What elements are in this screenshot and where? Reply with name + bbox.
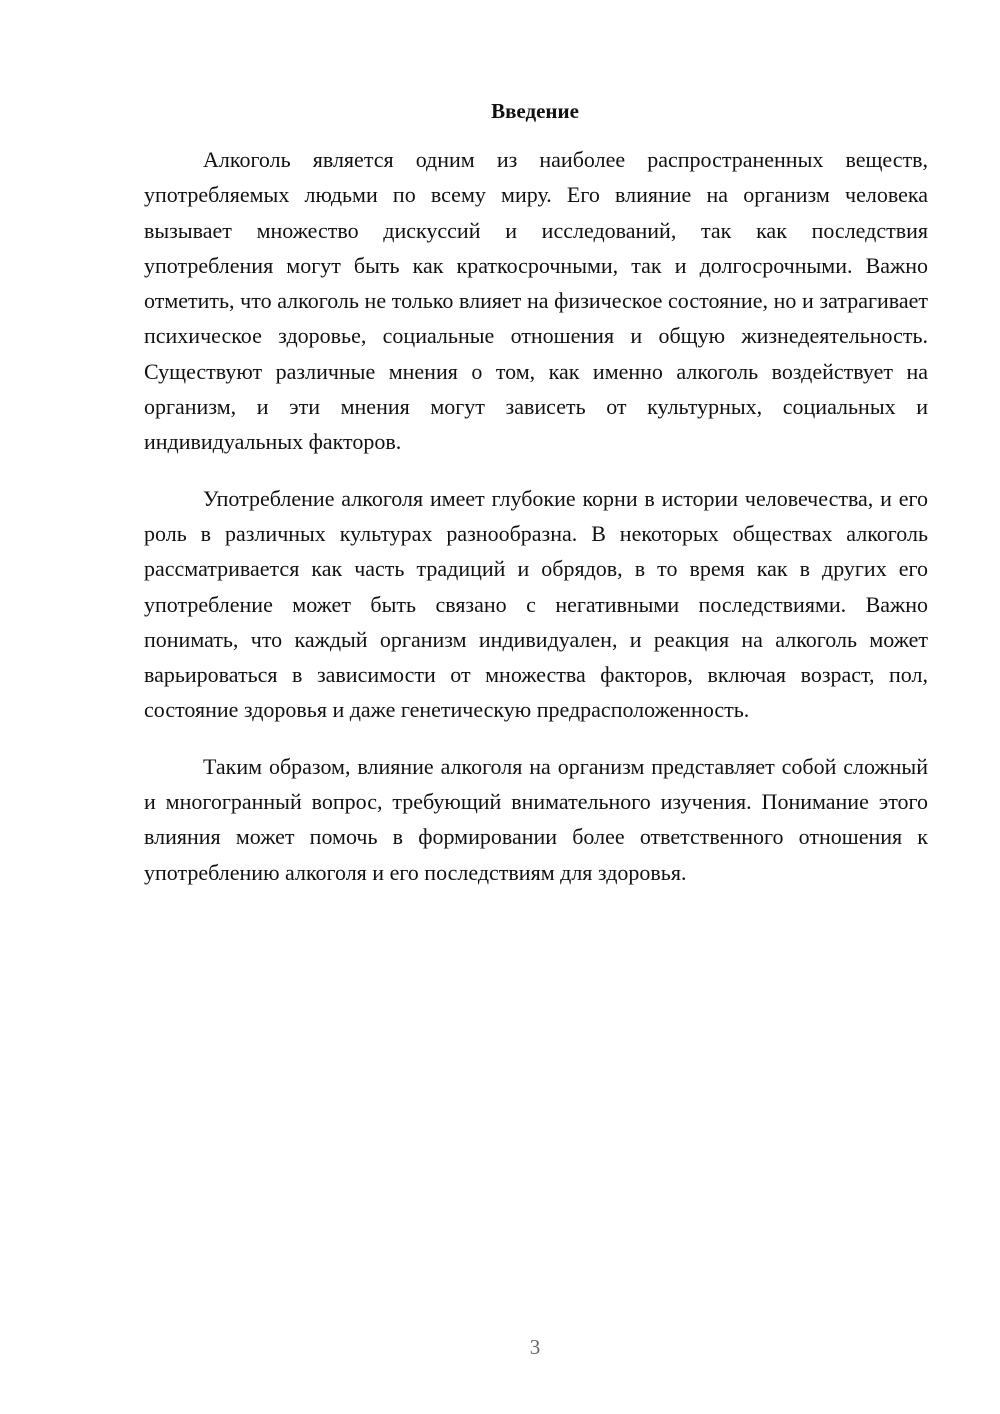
paragraph-2: Употребление алкоголя имеет глубокие корни в истории человечества, и его роль в различных культурах разнообразна. В некоторых обществах алкоголь рассматривается как часть традиций и обрядов, в то время как в других его употребление может быть связано с негативными последствиями. Важно понимать, что каждый организм индивидуален, и реакция на алкоголь может варьироваться в зависимости от множества факторов, включая возраст, пол, состояние здоровья и даже генетическую предрасположенность. [144,485,928,723]
document-body [144,142,928,911]
section-heading: Введение [491,99,579,123]
paragraph-3: Таким образом, влияние алкоголя на организм представляет собой сложный и многогранный вопрос, требующий внимательного изучения. Понимание этого влияния может помочь в формировании более ответственного отношения к употреблению алкоголя и его последствиям для здоровья. [144,753,928,885]
paragraph-1: Алкоголь является одним из наиболее распространенных веществ, употребляемых людьми по всему миру. Его влияние на организм человека вызывает множество дискуссий и исследований, так как последствия употребления могут быть как краткосрочными, так и долгосрочными. Важно отметить, что алкоголь не только влияет на физическое состояние, но и затрагивает психическое здоровье, социальные отношения и общую жизнедеятельность. Существуют различные мнения о том, как именно алкоголь воздействует на организм, и эти мнения могут зависеть от культурных, социальных и индивидуальных факторов. [144,147,928,455]
page-number: 3 [529,1335,541,1359]
